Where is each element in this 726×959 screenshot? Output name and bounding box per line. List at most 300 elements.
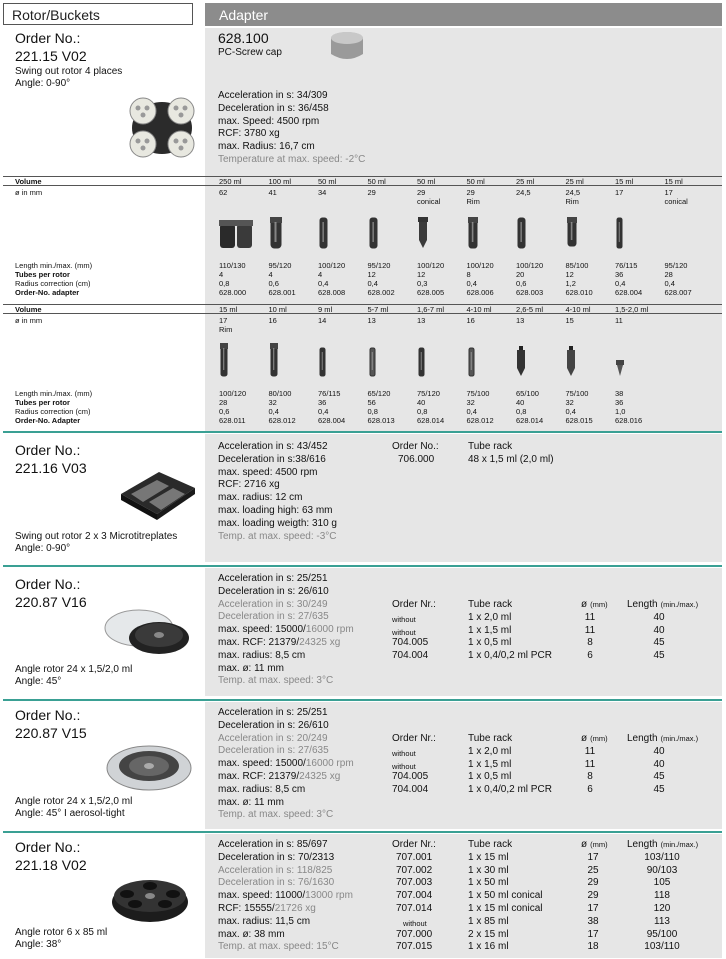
cell-volume: 25 ml (516, 177, 535, 186)
spec-temp: Temp. at max. speed: 3°C (218, 675, 334, 687)
cell-radius: 0,8 (219, 279, 230, 288)
row-order-nr: 707.004 (396, 890, 433, 902)
adapter-column (566, 176, 614, 304)
cell-order: 628.013 (367, 416, 395, 425)
row-tube-rack: 1 x 50 ml conical (468, 890, 543, 902)
row-diameter: 11 (584, 624, 596, 636)
row-length: 90/103 (646, 864, 678, 876)
rotor5-specs (218, 839, 353, 954)
adapter-column (219, 304, 267, 432)
cell-volume: 250 ml (219, 177, 242, 186)
cell-volume: 2,6-5 ml (516, 305, 544, 314)
length-unit: (min./max.) (660, 840, 699, 849)
cell-diameter: 34 (318, 188, 327, 197)
diameter-symbol: ø (581, 839, 588, 850)
row-diameter: 38 (587, 915, 599, 927)
spec-temp: Temp. at max. speed: 15°C (218, 941, 339, 953)
spec-alt: Acceleration in s: 30/249 (218, 598, 328, 610)
cell-diameter-note: conical (417, 197, 441, 206)
adapter-tube-image (566, 346, 576, 378)
cell-diameter-note: Rim (565, 197, 579, 206)
cell-diameter: 11 (615, 316, 623, 325)
row-length: 103/110 (644, 851, 680, 863)
cell-tubes: 4 (219, 270, 224, 279)
spec-line: max. loading weigth: 310 g (218, 517, 337, 529)
cell-volume: 100 ml (268, 177, 292, 186)
cell-radius: 0,4 (664, 279, 675, 288)
order-nr-header: Order Nr.: (392, 839, 436, 850)
row-length: 40 (653, 612, 665, 623)
row-label-tubes: Tubes per rotor (15, 270, 70, 279)
row-tube-rack: 1 x 30 ml (468, 864, 509, 876)
spec-main: Acceleration in s: 25/251 (218, 707, 328, 718)
cell-diameter: 41 (268, 188, 277, 197)
adapter-tube-image (516, 346, 526, 378)
adapter-tube-image (566, 216, 578, 250)
row-length: 95/100 (646, 928, 678, 940)
row-diameter: 25 (587, 864, 599, 876)
row-label-order: Order-No. Adapter (15, 416, 81, 425)
adapter-column (318, 304, 366, 432)
cell-order: 628.012 (268, 416, 296, 425)
length-unit: (min./max.) (660, 600, 699, 609)
cell-tubes: 12 (367, 270, 376, 279)
rotor3-specs (218, 573, 354, 688)
cell-diameter: 17 (615, 188, 624, 197)
row-order-nr: 707.001 (396, 851, 433, 863)
spec-line (218, 599, 354, 612)
cell-diameter: 16 (466, 316, 475, 325)
cell-order: 628.001 (268, 288, 296, 297)
row-order-without: without (392, 761, 416, 771)
row-tube-rack: 1 x 0,4/0,2 ml PCR (468, 783, 552, 795)
cell-radius: 0,6 (516, 279, 527, 288)
diameter-unit: (mm) (590, 734, 608, 743)
cell-diameter: 14 (318, 316, 327, 325)
cell-order: 628.007 (664, 288, 692, 297)
adapter-name: PC-Screw cap (218, 47, 282, 58)
cell-volume: 50 ml (417, 177, 436, 186)
rotor-description: Angle rotor 6 x 85 ml (15, 927, 108, 938)
accessory-order-number: 706.000 (398, 454, 435, 465)
row-order-nr: 707.002 (396, 864, 433, 876)
microplate-rotor-image (115, 464, 201, 524)
adapter-column (566, 304, 614, 432)
cell-volume: 50 ml (367, 177, 386, 186)
adapter-tube-image (219, 342, 229, 378)
spec-main: max. radius: 11,5 cm (218, 915, 311, 927)
spec-main: max. speed: 15000/ (218, 758, 306, 770)
cell-tubes: 28 (664, 270, 673, 279)
cell-radius: 0,4 (466, 407, 477, 416)
row-diameter: 18 (587, 941, 599, 953)
row-tube-rack: 1 x 0,4/0,2 ml PCR (468, 649, 552, 661)
row-tube-rack: 1 x 1,5 ml (468, 758, 512, 770)
row-length: 118 (654, 890, 670, 902)
adapter-tube-image (318, 346, 326, 378)
spec-line: Acceleration in s: 34/309 (218, 90, 328, 101)
spec-alt: Deceleration in s: 76/1630 (218, 877, 335, 889)
row-order-nr: 707.000 (396, 928, 433, 940)
length-header (627, 733, 698, 746)
cell-length: 76/115 (318, 389, 341, 398)
row-tube-rack: 1 x 15 ml conical (468, 903, 543, 914)
spec-main: max. RCF: 21379/ (218, 770, 300, 782)
cell-radius: 0,4 (268, 407, 279, 416)
cell-order: 628.000 (219, 288, 247, 297)
cell-tubes: 32 (466, 398, 475, 407)
cell-order: 628.012 (466, 416, 494, 425)
spec-line: max. radius: 12 cm (218, 492, 303, 504)
cell-tubes: 32 (565, 398, 574, 407)
adapter-column (417, 304, 465, 432)
cell-length: 76/115 (615, 261, 638, 270)
diameter-header (581, 599, 608, 612)
spec-line: RCF: 3780 xg (218, 128, 280, 140)
cell-volume: 4-10 ml (466, 305, 492, 314)
cell-diameter: 24,5 (565, 188, 581, 197)
order-number: 221.15 V02 (15, 48, 87, 64)
cell-length: 75/100 (466, 389, 490, 398)
cell-radius: 0,8 (417, 407, 428, 416)
spec-line: max. loading high: 63 mm (218, 504, 333, 516)
row-diameter: 17 (587, 928, 599, 940)
order-label: Order No.: (15, 576, 81, 592)
adapter-column (368, 304, 416, 432)
cell-order: 628.014 (417, 416, 445, 425)
aerosol-tight-rotor-image (103, 740, 195, 796)
tube-rack-header: Tube rack (468, 599, 513, 610)
spec-main: max. speed: 15000/ (218, 624, 306, 636)
spec-alt: Deceleration in s: 27/635 (218, 611, 329, 623)
diameter-header (581, 733, 608, 746)
length-header (627, 599, 698, 612)
rotor-angle: Angle: 0-90° (15, 543, 71, 554)
adapter-column (368, 176, 416, 304)
spec-temp: Temperature at max. speed: -2°C (218, 153, 366, 165)
spec-line (218, 865, 353, 878)
adapter-tube-image (417, 216, 429, 250)
cell-order: 628.008 (318, 288, 346, 297)
spec-line (218, 758, 354, 771)
order-label: Order No.: (15, 30, 81, 46)
spec-line (218, 720, 354, 733)
tube-rack-header: Tube rack (468, 839, 513, 850)
cell-diameter-note: conical (664, 197, 688, 206)
cell-length: 110/130 (219, 261, 246, 270)
adapter-column (665, 176, 713, 304)
spec-line: Acceleration in s: 43/452 (218, 441, 328, 452)
row-tube-rack: 1 x 2,0 ml (468, 746, 512, 757)
cell-length: 75/100 (565, 389, 589, 398)
cell-tubes: 36 (318, 398, 327, 407)
spec-line (218, 877, 353, 890)
spec-line (218, 784, 354, 797)
cell-radius: 0,4 (318, 279, 329, 288)
adapter-tube-image (516, 216, 526, 250)
cell-diameter: 13 (417, 316, 426, 325)
cell-radius: 0,6 (268, 279, 279, 288)
row-label-volume: Volume (15, 305, 42, 314)
spec-main: Acceleration in s: 85/697 (218, 839, 328, 850)
adapter-column (615, 176, 663, 304)
row-length: 40 (653, 746, 665, 757)
row-length: 120 (653, 903, 671, 914)
cell-diameter: 16 (268, 316, 277, 325)
cell-order: 628.016 (615, 416, 643, 425)
cell-length: 100/120 (318, 261, 346, 270)
row-length: 103/110 (644, 941, 680, 953)
rotor-angle: Angle: 0-90° (15, 78, 71, 89)
accessory-order-header: Order No.: (392, 441, 439, 452)
angle-rotor-image (103, 606, 195, 662)
order-label: Order No.: (15, 707, 81, 723)
spec-line: max. Speed: 4500 rpm (218, 115, 320, 127)
cell-tubes: 28 (219, 398, 228, 407)
spec-line (218, 839, 353, 852)
cell-radius: 0,8 (367, 407, 378, 416)
spec-alt: 21726 xg (274, 902, 316, 914)
row-length: 105 (653, 877, 671, 889)
adapter-tube-image (269, 342, 279, 378)
spec-alt: Acceleration in s: 20/249 (218, 732, 328, 744)
cell-order: 628.010 (565, 288, 593, 297)
row-diameter: 17 (587, 851, 599, 863)
row-label-diameter: ø in mm (15, 188, 43, 197)
cell-length: 80/100 (268, 389, 292, 398)
rotor-angle: Angle: 45° (15, 676, 62, 687)
adapter-tube-image (615, 216, 623, 250)
order-nr-header: Order Nr.: (392, 599, 436, 610)
cell-radius: 0,6 (219, 407, 230, 416)
row-label-volume: Volume (15, 177, 42, 186)
spec-main: RCF: 15555/ (218, 902, 275, 914)
cell-order: 628.014 (516, 416, 544, 425)
cell-volume: 4-10 ml (565, 305, 591, 314)
spec-main: max. speed: 11000/ (218, 890, 306, 902)
order-number: 221.18 V02 (15, 857, 87, 873)
rotor4-specs (218, 707, 354, 822)
adapter-column (516, 304, 564, 432)
row-diameter: 11 (584, 758, 596, 770)
row-label-length: Length min./max. (mm) (15, 389, 93, 398)
row-tube-rack: 1 x 0,5 ml (468, 771, 512, 783)
spec-alt: 13000 rpm (305, 890, 353, 902)
row-length: 45 (653, 637, 665, 649)
rotor-description: Angle rotor 24 x 1,5/2,0 ml (15, 796, 133, 807)
diameter-symbol: ø (581, 733, 588, 744)
cell-tubes: 4 (318, 270, 323, 279)
rotor-221-16-section (3, 434, 722, 562)
rotor-angle: Angle: 45° I aerosol-tight (15, 808, 125, 819)
cell-tubes: 4 (268, 270, 273, 279)
cell-length: 65/100 (516, 389, 539, 398)
row-label-tubes: Tubes per rotor (15, 398, 70, 407)
rotor1-specs (218, 90, 365, 167)
spec-line: Deceleration in s:38/616 (218, 453, 326, 465)
spec-line (218, 929, 353, 942)
screw-cap-image (325, 30, 369, 64)
spec-line: max. speed: 4500 rpm (218, 466, 318, 478)
spec-line (218, 586, 354, 599)
row-diameter: 11 (584, 612, 596, 623)
row-tube-rack: 1 x 50 ml (468, 877, 509, 889)
adapter-header: Adapter (205, 3, 722, 26)
cell-order: 628.004 (615, 288, 643, 297)
row-length: 45 (653, 649, 665, 661)
row-order-nr: 707.015 (396, 941, 433, 953)
cell-order: 628.002 (367, 288, 395, 297)
spec-alt: 16000 rpm (305, 758, 354, 770)
spec-line: max. Radius: 16,7 cm (218, 141, 315, 153)
cell-diameter: 15 (565, 316, 574, 325)
spec-main: max. ø: 11 mm (218, 662, 284, 674)
row-diameter: 6 (587, 649, 593, 661)
spec-main: Deceleration in s: 70/2313 (218, 851, 335, 863)
tube-rack-header: Tube rack (468, 441, 513, 452)
rotor-description: Swing out rotor 2 x 3 Microtitreplates (15, 531, 178, 542)
spec-line (218, 733, 354, 746)
row-diameter: 8 (587, 771, 593, 783)
cell-volume: 1,5-2,0 ml (615, 305, 649, 314)
cell-length: 100/120 (417, 261, 445, 270)
row-length: 45 (653, 783, 665, 795)
spec-main: max. ø: 38 mm (218, 928, 285, 940)
order-number: 220.87 V16 (15, 594, 87, 610)
row-length: 40 (653, 758, 665, 770)
angle-rotor-85ml-image (105, 868, 195, 928)
swing-out-rotor-image (121, 86, 203, 164)
cell-tubes: 8 (466, 270, 471, 279)
cell-length: 95/120 (664, 261, 688, 270)
row-diameter: 29 (587, 890, 599, 902)
spec-line (218, 611, 354, 624)
adapter-tube-image (467, 216, 479, 250)
order-label: Order No.: (15, 442, 81, 458)
row-label-radius: Radius correction (cm) (15, 279, 91, 288)
spec-alt: Deceleration in s: 27/635 (218, 745, 329, 757)
spec-line (218, 624, 354, 637)
adapter-column (318, 176, 366, 304)
spec-line (218, 903, 353, 916)
row-length: 40 (653, 624, 665, 636)
adapter-column (417, 176, 465, 304)
spec-temp: Temp. at max. speed: 3°C (218, 809, 334, 821)
spec-line (218, 663, 354, 676)
spec-line (218, 852, 353, 865)
cell-tubes: 12 (565, 270, 574, 279)
spec-main: max. radius: 8,5 cm (218, 783, 306, 795)
length-label: Length (627, 733, 658, 744)
adapter-tube-image (368, 216, 378, 250)
row-tube-rack: 1 x 15 ml (468, 851, 509, 863)
cell-diameter: 13 (367, 316, 376, 325)
cell-length: 85/100 (565, 261, 589, 270)
row-order-nr: 704.005 (392, 637, 429, 649)
cell-volume: 15 ml (219, 305, 238, 314)
adapter-column (467, 304, 515, 432)
spec-alt: 16000 rpm (305, 624, 354, 636)
row-order-nr: 707.003 (396, 877, 433, 889)
row-order-nr: 704.005 (392, 771, 429, 783)
adapter-column (269, 304, 317, 432)
cell-tubes: 36 (615, 270, 624, 279)
row-diameter: 17 (587, 903, 599, 914)
cell-length: 95/120 (367, 261, 391, 270)
row-order-without: without (392, 615, 416, 624)
order-number: 221.16 V03 (15, 460, 87, 476)
cell-order: 628.011 (219, 416, 246, 425)
spec-main: Deceleration in s: 26/610 (218, 719, 329, 731)
rotor-description: Swing out rotor 4 places (15, 66, 123, 77)
row-label-diameter: ø in mm (15, 316, 43, 325)
cell-volume: 25 ml (565, 177, 584, 186)
cell-radius: 0,8 (516, 407, 527, 416)
adapter-column (219, 176, 267, 304)
cell-tubes: 56 (367, 398, 376, 407)
cell-order: 628.005 (417, 288, 445, 297)
cell-volume: 50 ml (466, 177, 485, 186)
cell-diameter: 29 (417, 188, 426, 197)
spec-line (218, 890, 353, 903)
rotor-angle: Angle: 38° (15, 939, 62, 950)
order-label: Order No.: (15, 839, 81, 855)
row-tube-rack: 1 x 1,5 ml (468, 624, 512, 636)
cell-order: 628.003 (516, 288, 544, 297)
row-diameter: 11 (584, 746, 596, 757)
spec-main: Acceleration in s: 25/251 (218, 573, 328, 584)
cell-radius: 0,4 (367, 279, 378, 288)
cell-radius: 1,2 (565, 279, 576, 288)
spec-line (218, 771, 354, 784)
adapter-table-2 (3, 304, 722, 431)
spec-line (218, 745, 354, 758)
row-label-length: Length min./max. (mm) (15, 261, 93, 270)
cell-diameter: 24,5 (516, 188, 531, 197)
cell-tubes: 40 (516, 398, 525, 407)
spec-main: max. ø: 11 mm (218, 796, 284, 808)
cell-length: 75/120 (417, 389, 440, 398)
spec-line (218, 573, 354, 586)
adapter-column (467, 176, 515, 304)
cell-diameter: 29 (367, 188, 376, 197)
cell-diameter: 17 (219, 316, 228, 325)
cell-order: 628.015 (565, 416, 593, 425)
diameter-header (581, 839, 608, 852)
spec-line (218, 707, 354, 720)
cell-length: 95/120 (268, 261, 292, 270)
adapter-tube-image (318, 216, 328, 250)
cell-volume: 1,6-7 ml (417, 305, 445, 314)
adapter-column (516, 176, 564, 304)
spec-line: Deceleration in s: 36/458 (218, 102, 329, 114)
cell-diameter-note: Rim (219, 325, 233, 334)
cell-radius: 0,4 (615, 279, 626, 288)
cell-radius: 0,4 (565, 407, 576, 416)
length-label: Length (627, 839, 658, 850)
cell-radius: 0,3 (417, 279, 428, 288)
spec-alt: 24325 xg (299, 636, 341, 648)
cell-volume: 9 ml (318, 305, 333, 314)
cell-volume: 50 ml (318, 177, 337, 186)
cell-volume: 15 ml (664, 177, 683, 186)
adapter-tube-image (467, 346, 475, 378)
rotor-221-15-section (3, 28, 722, 176)
rotor2-specs (218, 441, 337, 543)
adapter-tube-image (417, 346, 425, 378)
cell-length: 65/120 (367, 389, 391, 398)
cell-tubes: 20 (516, 270, 525, 279)
